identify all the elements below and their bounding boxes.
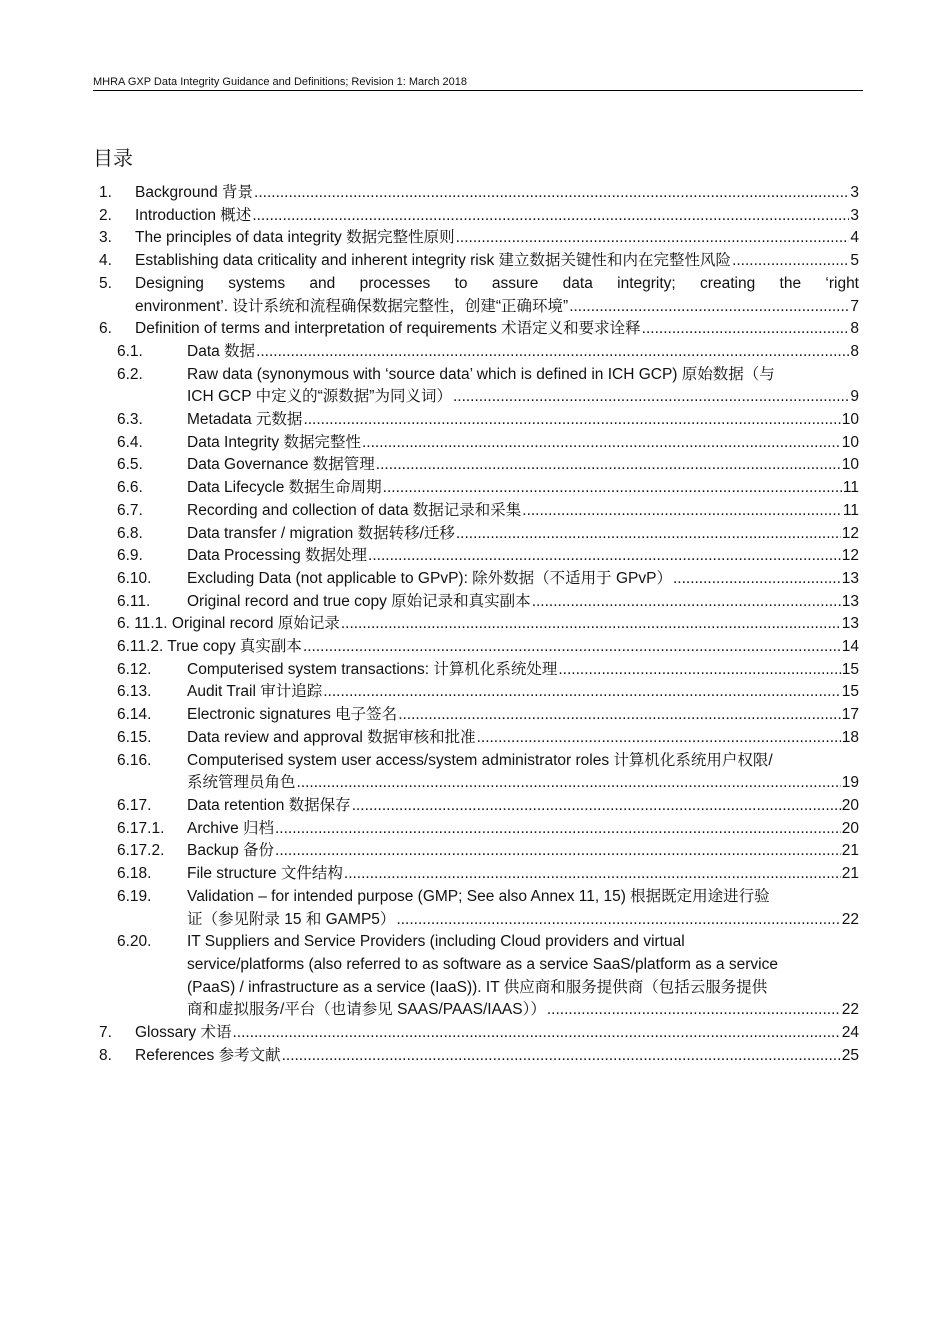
toc-entry-number: 6.11.	[117, 592, 151, 610]
toc-entry[interactable]	[93, 636, 859, 659]
toc-entry-number: 6.8.	[117, 524, 143, 542]
table-of-contents	[93, 182, 859, 1067]
toc-entry-page: 15	[841, 683, 859, 701]
dot-leader	[323, 681, 841, 704]
toc-entry-number: 5.	[99, 274, 112, 292]
toc-title	[93, 144, 133, 173]
dot-leader	[341, 613, 841, 636]
toc-entry-title: Data Integrity 数据完整性	[187, 433, 361, 451]
toc-entry[interactable]	[93, 840, 859, 863]
toc-entry-page: 11	[842, 501, 859, 519]
toc-entry-title: Metadata 元数据	[187, 411, 303, 429]
toc-entry-title: Glossary 术语	[135, 1024, 232, 1042]
toc-entry[interactable]	[93, 727, 859, 750]
toc-entry[interactable]	[93, 818, 859, 841]
toc-entry[interactable]	[93, 1045, 859, 1068]
toc-entry-page: 3	[850, 206, 859, 224]
toc-entry[interactable]	[93, 250, 859, 273]
dot-leader	[303, 636, 841, 659]
toc-entry-number: 2.	[99, 206, 112, 224]
toc-entry-title: Data transfer / migration 数据转移/迁移	[187, 524, 455, 542]
toc-entry[interactable]	[93, 750, 859, 795]
toc-entry-page: 10	[841, 456, 859, 474]
dot-leader	[532, 591, 841, 614]
toc-entry-page: 12	[841, 547, 859, 565]
toc-entry-page: 4	[850, 229, 859, 247]
toc-entry[interactable]	[93, 704, 859, 727]
toc-entry-title: Validation – for intended purpose (GMP; See also Annex 11, 15) 根据既定用途进行验	[187, 887, 770, 905]
toc-entry-number: 6.3.	[117, 411, 143, 429]
dot-leader	[362, 432, 841, 455]
toc-entry-title: Computerised system user access/system administrator roles 计算机化系统用户权限/	[187, 751, 773, 769]
toc-entry-title: Data retention 数据保存	[187, 796, 351, 814]
toc-entry-page: 21	[841, 865, 859, 883]
toc-entry-number: 6.13.	[117, 683, 152, 701]
toc-entry-title: 6. 11.1. Original record 原始记录	[117, 615, 340, 633]
toc-entry-number: 6.7.	[117, 501, 143, 519]
toc-entry-page: 11	[842, 479, 859, 497]
toc-entry-number: 6.19.	[117, 887, 152, 905]
toc-entry-page: 18	[841, 728, 859, 746]
toc-entry-page: 24	[841, 1024, 859, 1042]
toc-entry-page: 13	[841, 615, 859, 633]
toc-entry[interactable]	[93, 863, 859, 886]
toc-entry-title: Designing systems and processes to assure data integrity; creating the ‘right	[135, 274, 859, 292]
dot-leader	[456, 523, 841, 546]
toc-entry-page: 10	[841, 411, 859, 429]
dot-leader	[344, 863, 841, 886]
dot-leader	[569, 296, 849, 319]
dot-leader	[275, 840, 841, 863]
toc-entry-title: 系统管理员角色	[187, 774, 296, 792]
toc-entry-number: 6.17.1.	[117, 819, 165, 837]
toc-entry-page: 13	[841, 569, 859, 587]
toc-entry-number: 8.	[99, 1046, 112, 1064]
toc-entry[interactable]	[93, 613, 859, 636]
toc-entry-page: 19	[841, 774, 859, 792]
toc-entry-number: 6.6.	[117, 479, 143, 497]
toc-entry[interactable]	[93, 318, 859, 341]
toc-entry-number: 6.4.	[117, 433, 143, 451]
toc-entry[interactable]	[93, 886, 859, 931]
toc-entry-number: 6.20.	[117, 933, 152, 951]
toc-entry[interactable]	[93, 523, 859, 546]
dot-leader	[256, 341, 849, 364]
toc-entry[interactable]	[93, 545, 859, 568]
toc-entry-title: Recording and collection of data 数据记录和采集	[187, 501, 522, 519]
dot-leader	[522, 500, 842, 523]
toc-entry-page: 22	[841, 910, 859, 928]
dot-leader	[254, 182, 849, 205]
dot-leader	[642, 318, 850, 341]
toc-entry-title: Definition of terms and interpretation of requirements 术语定义和要求诠释	[135, 320, 641, 338]
toc-entry-number: 6.17.2.	[117, 842, 165, 860]
toc-entry-page: 9	[850, 388, 859, 406]
toc-entry-number: 6.15.	[117, 728, 152, 746]
dot-leader	[396, 909, 840, 932]
toc-entry[interactable]	[93, 273, 859, 318]
toc-entry-title: IT Suppliers and Service Providers (including Cloud providers and virtual	[187, 933, 685, 951]
running-header: MHRA GXP Data Integrity Guidance and Definitions; Revision 1: March 2018	[93, 76, 863, 91]
toc-entry-page: 21	[841, 842, 859, 860]
toc-entry-page: 25	[841, 1046, 859, 1064]
toc-entry-number: 1.	[99, 184, 112, 201]
toc-entry[interactable]	[93, 205, 859, 228]
toc-entry[interactable]	[93, 364, 859, 409]
toc-entry[interactable]	[93, 227, 859, 250]
toc-entry-title: Background 背景	[135, 184, 254, 201]
toc-entry[interactable]	[93, 931, 859, 1022]
toc-entry-title: 证（参见附录 15 和 GAMP5）	[187, 910, 396, 928]
dot-leader	[303, 409, 840, 432]
toc-entry-page: 22	[841, 1001, 859, 1019]
toc-entry[interactable]	[93, 432, 859, 455]
toc-entry[interactable]	[93, 591, 859, 614]
toc-entry-page: 5	[850, 252, 859, 270]
toc-entry[interactable]	[93, 568, 859, 591]
toc-entry-page: 12	[841, 524, 859, 542]
toc-entry-title: Backup 备份	[187, 842, 275, 860]
toc-entry-title: Establishing data criticality and inherent integrity risk 建立数据关键性和内在完整性风险	[135, 252, 732, 270]
toc-entry-number: 6.1.	[117, 342, 143, 360]
toc-entry-title: ICH GCP 中定义的“源数据”为同义词）	[187, 388, 452, 406]
toc-entry-number: 6.17.	[117, 796, 152, 814]
toc-entry-number: 6.10.	[117, 569, 152, 587]
dot-leader	[456, 227, 850, 250]
dot-leader	[252, 205, 849, 228]
toc-entry-page: 15	[841, 660, 859, 678]
dot-leader	[352, 795, 841, 818]
dot-leader	[477, 727, 841, 750]
toc-entry-title: Data Processing 数据处理	[187, 547, 368, 565]
toc-entry-title: Original record and true copy 原始记录和真实副本	[187, 592, 531, 610]
toc-entry-number: 6.14.	[117, 706, 152, 724]
toc-entry-page: 20	[841, 796, 859, 814]
dot-leader	[232, 1022, 840, 1045]
toc-entry-title: References 参考文献	[135, 1046, 281, 1064]
toc-entry-title: Computerised system transactions: 计算机化系统处理	[187, 660, 558, 678]
toc-entry-title: Archive 归档	[187, 819, 274, 837]
toc-entry-number: 7.	[99, 1024, 112, 1042]
toc-entry[interactable]	[93, 409, 859, 432]
toc-entry-page: 17	[841, 706, 859, 724]
dot-leader	[547, 999, 841, 1022]
toc-entry-title: (PaaS) / infrastructure as a service (IaaS)). IT 供应商和服务提供商（包括云服务提供	[187, 978, 768, 996]
toc-entry-number: 6.	[99, 320, 112, 338]
toc-entry-page: 7	[850, 297, 859, 315]
toc-entry-title: Data review and approval 数据审核和批准	[187, 728, 476, 746]
toc-entry[interactable]	[93, 182, 859, 205]
toc-entry[interactable]	[93, 454, 859, 477]
toc-entry-number: 6.16.	[117, 751, 152, 769]
toc-entry[interactable]	[93, 500, 859, 523]
toc-entry[interactable]	[93, 681, 859, 704]
dot-leader	[383, 477, 842, 500]
dot-leader	[453, 386, 849, 409]
toc-entry-page: 14	[841, 638, 859, 656]
toc-entry[interactable]	[93, 341, 859, 364]
toc-entry-number: 6.2.	[117, 365, 143, 383]
toc-entry-title: Data 数据	[187, 342, 256, 360]
toc-entry-title: Excluding Data (not applicable to GPvP): 除外数据（不适用于 GPvP）	[187, 569, 672, 587]
toc-entry-page: 20	[841, 819, 859, 837]
toc-entry-page: 13	[841, 592, 859, 610]
toc-entry-title: 6.11.2. True copy 真实副本	[117, 638, 302, 656]
dot-leader	[282, 1045, 841, 1068]
toc-entry-number: 3.	[99, 229, 112, 247]
toc-entry[interactable]	[93, 1022, 859, 1045]
toc-entry-page: 3	[850, 184, 859, 201]
toc-entry[interactable]	[93, 659, 859, 682]
toc-entry-page: 8	[850, 342, 859, 360]
toc-entry-title: environment’. 设计系统和流程确保数据完整性，创建“正确环境”	[135, 297, 569, 315]
dot-leader	[297, 772, 841, 795]
dot-leader	[732, 250, 849, 273]
dot-leader	[673, 568, 841, 591]
toc-entry-number: 4.	[99, 252, 112, 270]
toc-entry[interactable]	[93, 795, 859, 818]
toc-entry-title: Data Governance 数据管理	[187, 456, 375, 474]
dot-leader	[368, 545, 841, 568]
dot-leader	[275, 818, 841, 841]
dot-leader	[558, 659, 840, 682]
toc-entry-title: The principles of data integrity 数据完整性原则	[135, 229, 455, 247]
toc-entry-title: Introduction 概述	[135, 206, 252, 224]
toc-entry-number: 6.18.	[117, 865, 152, 883]
toc-entry-title: Audit Trail 审计追踪	[187, 683, 323, 701]
toc-entry-title: Data Lifecycle 数据生命周期	[187, 479, 382, 497]
toc-entry-title: File structure 文件结构	[187, 865, 343, 883]
toc-title-text: 目录	[93, 146, 133, 170]
toc-entry-number: 6.9.	[117, 547, 143, 565]
toc-entry-title: 商和虚拟服务/平台（也请参见 SAAS/PAAS/IAAS））	[187, 1001, 546, 1019]
toc-entry-page: 10	[841, 433, 859, 451]
toc-entry[interactable]	[93, 477, 859, 500]
toc-entry-title: service/platforms (also referred to as software as a service SaaS/platform as a service	[187, 955, 778, 973]
toc-entry-title: Raw data (synonymous with ‘source data’ which is defined in ICH GCP) 原始数据（与	[187, 365, 775, 383]
dot-leader	[376, 454, 841, 477]
toc-entry-page: 8	[850, 320, 859, 338]
toc-entry-number: 6.5.	[117, 456, 143, 474]
toc-entry-number: 6.12.	[117, 660, 152, 678]
toc-entry-title: Electronic signatures 电子签名	[187, 706, 398, 724]
dot-leader	[398, 704, 841, 727]
